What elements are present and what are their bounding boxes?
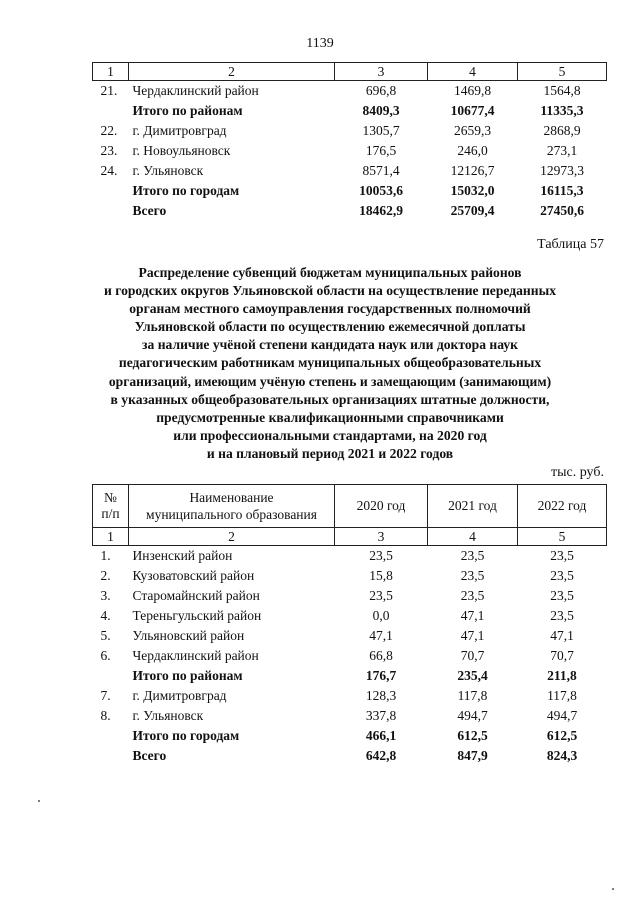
column-number: 4 bbox=[428, 63, 518, 81]
header-year-2021: 2021 год bbox=[428, 485, 518, 528]
value-2021: 10677,4 bbox=[450, 103, 495, 118]
value-2021: 15032,0 bbox=[450, 183, 495, 198]
municipality-name: Всего bbox=[132, 203, 167, 218]
value-2022: 23,5 bbox=[550, 548, 574, 563]
value-2022: 273,1 bbox=[546, 143, 578, 158]
value-2022: 23,5 bbox=[550, 568, 574, 583]
value-2022: 23,5 bbox=[550, 608, 574, 623]
value-2022: 612,5 bbox=[546, 728, 578, 743]
value-2022: 47,1 bbox=[550, 628, 574, 643]
table-label: Таблица 57 bbox=[537, 237, 604, 252]
value-2021: 847,9 bbox=[457, 748, 488, 763]
column-number: 4 bbox=[428, 528, 518, 546]
value-2021: 23,5 bbox=[460, 568, 485, 583]
value-2022: 117,8 bbox=[547, 688, 577, 703]
value-2020: 0,0 bbox=[372, 608, 390, 623]
subvention-table bbox=[92, 484, 607, 766]
value-2020: 18462,9 bbox=[359, 203, 403, 218]
value-2021: 12126,7 bbox=[450, 163, 495, 178]
municipality-name: г. Димитровград bbox=[132, 688, 227, 703]
value-2020: 696,8 bbox=[365, 83, 397, 98]
total-row bbox=[93, 181, 607, 201]
title-line: организаций, имеющим учёную степень и замещающим (занимающим) bbox=[108, 373, 552, 389]
municipality-name: Чердаклинский район bbox=[132, 83, 259, 98]
header-name-line1: Наименование bbox=[189, 490, 274, 505]
units-label: тыс. руб. bbox=[551, 465, 604, 480]
table-row bbox=[93, 546, 607, 567]
header-name bbox=[129, 485, 335, 528]
title-line: и городских округов Ульяновской области на осуществление переданных bbox=[104, 283, 556, 299]
value-2020: 47,1 bbox=[369, 628, 393, 643]
value-2022: 23,5 bbox=[550, 588, 574, 603]
total-row bbox=[93, 201, 607, 221]
value-2022: 824,3 bbox=[546, 748, 578, 763]
municipality-name: Итого по районам bbox=[132, 668, 243, 683]
table-row bbox=[93, 161, 607, 181]
value-2021: 23,5 bbox=[460, 588, 485, 603]
value-2020: 176,5 bbox=[365, 143, 397, 158]
value-2021: 47,1 bbox=[460, 608, 485, 623]
title-line: в указанных общеобразовательных организациях штатные должности, bbox=[110, 391, 550, 407]
municipality-name: Тереньгульский район bbox=[132, 608, 262, 623]
title-line: педагогическим работникам муниципальных общеобразовательных bbox=[118, 355, 542, 371]
table-row bbox=[93, 646, 607, 666]
row-number bbox=[93, 201, 129, 221]
municipality-name: Кузоватовский район bbox=[132, 568, 255, 583]
municipality-name: г. Новоульяновск bbox=[132, 143, 231, 158]
table-row bbox=[93, 141, 607, 161]
row-number bbox=[93, 746, 129, 766]
row-number: 21. bbox=[100, 83, 118, 98]
value-2020: 15,8 bbox=[369, 568, 393, 583]
row-number bbox=[93, 666, 129, 686]
value-2020: 8571,4 bbox=[362, 163, 400, 178]
total-row bbox=[93, 746, 607, 766]
value-2021: 25709,4 bbox=[450, 203, 495, 218]
value-2020: 176,7 bbox=[365, 668, 397, 683]
row-number: 4. bbox=[100, 608, 111, 623]
value-2021: 612,5 bbox=[457, 728, 488, 743]
table-row bbox=[93, 121, 607, 141]
header-num bbox=[93, 485, 129, 528]
value-2022: 12973,3 bbox=[540, 163, 584, 178]
row-number: 7. bbox=[100, 688, 111, 703]
title-line: за наличие учёной степени кандидата наук или доктора наук bbox=[142, 337, 518, 353]
title-line: и на плановый период 2021 и 2022 годов bbox=[206, 445, 454, 461]
row-number: 2. bbox=[100, 568, 111, 583]
municipality-name: Итого по районам bbox=[132, 103, 243, 118]
municipality-name: Чердаклинский район bbox=[132, 648, 259, 663]
column-number: 1 bbox=[93, 63, 129, 81]
municipality-name: г. Димитровград bbox=[132, 123, 227, 138]
column-number-row bbox=[93, 63, 607, 81]
table-row bbox=[93, 606, 607, 626]
row-number: 1. bbox=[100, 548, 111, 563]
column-number: 5 bbox=[518, 528, 607, 546]
municipality-name: г. Ульяновск bbox=[132, 708, 204, 723]
table-row bbox=[93, 706, 607, 726]
value-2022: 70,7 bbox=[550, 648, 574, 663]
title-line: или профессиональными стандартами, на 2020 год bbox=[173, 427, 487, 443]
value-2022: 494,7 bbox=[546, 708, 578, 723]
municipality-name: Ульяновский район bbox=[132, 628, 245, 643]
value-2022: 2868,9 bbox=[543, 123, 581, 138]
row-number: 6. bbox=[100, 648, 111, 663]
column-number: 3 bbox=[335, 63, 428, 81]
column-number: 2 bbox=[129, 528, 335, 546]
table-title bbox=[60, 264, 600, 463]
value-2021: 117,8 bbox=[457, 688, 488, 703]
value-2020: 1305,7 bbox=[362, 123, 400, 138]
value-2022: 1564,8 bbox=[543, 83, 581, 98]
header-name-line2: муниципального образования bbox=[146, 507, 317, 522]
column-number: 5 bbox=[518, 63, 607, 81]
value-2020: 23,5 bbox=[369, 588, 393, 603]
row-number: 23. bbox=[100, 143, 118, 158]
value-2022: 27450,6 bbox=[540, 203, 584, 218]
value-2020: 66,8 bbox=[369, 648, 393, 663]
table-header-row bbox=[93, 485, 607, 528]
value-2021: 47,1 bbox=[460, 628, 485, 643]
table-row bbox=[93, 626, 607, 646]
title-line: предусмотренные квалификационными справочниками bbox=[156, 409, 504, 425]
value-2020: 8409,3 bbox=[362, 103, 400, 118]
value-2021: 494,7 bbox=[457, 708, 488, 723]
row-number: 5. bbox=[100, 628, 111, 643]
value-2022: 11335,3 bbox=[540, 103, 584, 118]
value-2020: 337,8 bbox=[365, 708, 397, 723]
value-2020: 128,3 bbox=[365, 688, 397, 703]
total-row bbox=[93, 666, 607, 686]
row-number: 8. bbox=[100, 708, 111, 723]
row-number: 3. bbox=[100, 588, 111, 603]
column-number: 3 bbox=[335, 528, 428, 546]
value-2020: 642,8 bbox=[365, 748, 397, 763]
row-number bbox=[93, 101, 129, 121]
value-2021: 246,0 bbox=[457, 143, 488, 158]
municipality-name: Инзенский район bbox=[132, 548, 233, 563]
page-number: 1139 bbox=[306, 36, 334, 51]
budget-table-continuation bbox=[92, 62, 607, 221]
municipality-name: Всего bbox=[132, 748, 167, 763]
header-year-2020: 2020 год bbox=[335, 485, 428, 528]
municipality-name: г. Ульяновск bbox=[132, 163, 204, 178]
value-2021: 2659,3 bbox=[453, 123, 492, 138]
total-row bbox=[93, 726, 607, 746]
table-row bbox=[93, 586, 607, 606]
column-number-row bbox=[93, 528, 607, 546]
row-number bbox=[93, 726, 129, 746]
value-2020: 23,5 bbox=[369, 548, 393, 563]
header-num-symbol: № bbox=[104, 490, 117, 505]
title-line: органам местного самоуправления государственных полномочий bbox=[129, 301, 531, 317]
value-2022: 211,8 bbox=[547, 668, 577, 683]
row-number: 24. bbox=[100, 163, 118, 178]
column-number: 1 bbox=[93, 528, 129, 546]
table-row bbox=[93, 566, 607, 586]
value-2020: 466,1 bbox=[365, 728, 397, 743]
value-2021: 70,7 bbox=[460, 648, 485, 663]
table-row bbox=[93, 686, 607, 706]
municipality-name: Итого по городам bbox=[132, 183, 240, 198]
total-row bbox=[93, 101, 607, 121]
column-number: 2 bbox=[129, 63, 335, 81]
header-year-2022: 2022 год bbox=[518, 485, 607, 528]
row-number bbox=[93, 181, 129, 201]
municipality-name: Итого по городам bbox=[132, 728, 240, 743]
header-num-abbr: п/п bbox=[101, 506, 120, 521]
municipality-name: Старомайнский район bbox=[132, 588, 260, 603]
table-row bbox=[93, 81, 607, 102]
scan-speck bbox=[38, 800, 40, 802]
scan-speck bbox=[612, 888, 614, 890]
value-2021: 23,5 bbox=[460, 548, 485, 563]
value-2022: 16115,3 bbox=[540, 183, 584, 198]
value-2021: 1469,8 bbox=[453, 83, 492, 98]
row-number: 22. bbox=[100, 123, 118, 138]
title-line: Ульяновской области по осуществлению ежемесячной доплаты bbox=[134, 319, 526, 335]
value-2020: 10053,6 bbox=[359, 183, 403, 198]
value-2021: 235,4 bbox=[457, 668, 488, 683]
title-line: Распределение субвенций бюджетам муниципальных районов bbox=[138, 265, 522, 280]
